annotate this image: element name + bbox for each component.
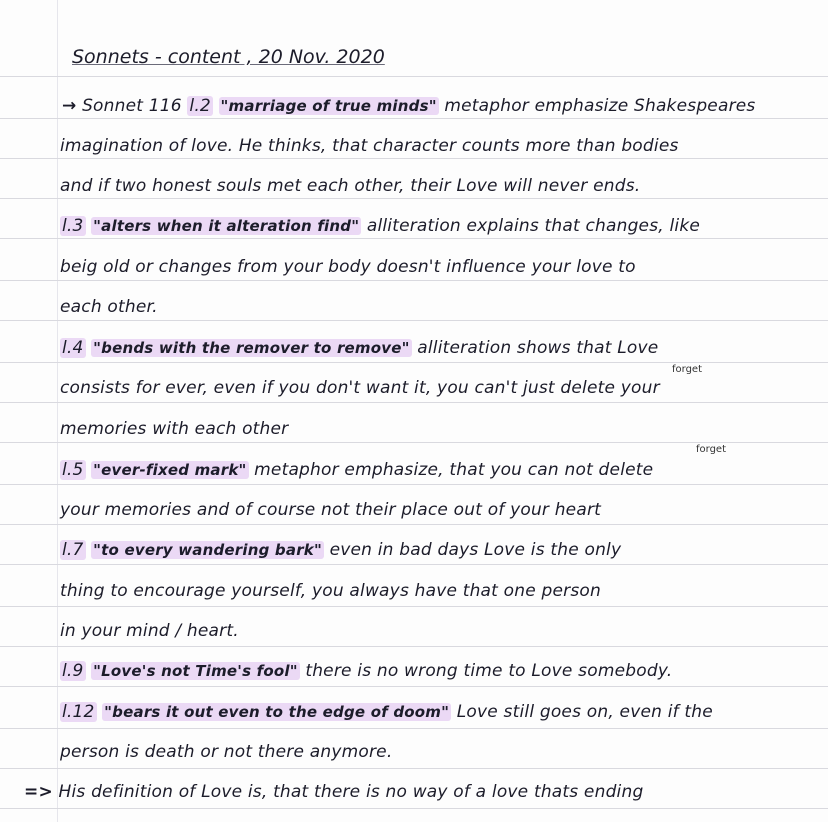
line-quote: "alters when it alteration find" xyxy=(93,217,360,235)
rule-line xyxy=(0,524,828,525)
line-text: metaphor emphasize Shakespeares xyxy=(444,96,756,116)
note-line xyxy=(62,95,818,117)
line-marker: l.12 xyxy=(62,702,95,722)
arrow-icon: => xyxy=(24,782,53,802)
rule-line xyxy=(0,728,828,729)
rule-line xyxy=(0,646,828,647)
line-text: alliteration explains that changes, like xyxy=(366,216,701,236)
line-quote: "to every wandering bark" xyxy=(93,541,322,559)
note-line: person is death or not there anymore. xyxy=(60,742,393,762)
line-prefix: Sonnet 116 xyxy=(82,96,182,116)
annotation: forget xyxy=(696,444,726,455)
note-line: thing to encourage yourself, you always have that one person xyxy=(60,581,601,601)
line-marker: l.9 xyxy=(62,661,84,681)
line-quote: "bends with the remover to remove" xyxy=(93,339,410,357)
rule-line xyxy=(0,768,828,769)
note-line xyxy=(60,701,818,723)
note-line xyxy=(60,215,818,237)
note-line: in your mind / heart. xyxy=(60,621,239,641)
annotation: forget xyxy=(672,364,702,375)
line-text: there is no wrong time to Love somebody. xyxy=(305,661,673,681)
line-marker: l.3 xyxy=(62,216,84,236)
line-text: metaphor emphasize, that you can not delete xyxy=(254,460,654,480)
line-quote: "ever-fixed mark" xyxy=(93,461,247,479)
rule-line xyxy=(0,280,828,281)
note-line: imagination of love. He thinks, that character counts more than bodies xyxy=(60,136,679,156)
margin-line xyxy=(57,0,58,822)
note-line: memories with each other xyxy=(60,419,289,439)
rule-line xyxy=(0,320,828,321)
note-line: beig old or changes from your body doesn't influence your love to xyxy=(60,257,636,277)
line-quote: "marriage of true minds" xyxy=(220,97,437,115)
note-line xyxy=(24,781,818,803)
note-line xyxy=(60,539,818,561)
note-line: consists for ever, even if you don't want it, you can't just delete your xyxy=(60,378,660,398)
line-marker: l.5 xyxy=(62,460,84,480)
rule-line xyxy=(0,238,828,239)
line-text: His definition of Love is, that there is no way of a love thats ending xyxy=(58,782,644,802)
line-text: Love still goes on, even if the xyxy=(456,702,713,722)
rule-line xyxy=(0,118,828,119)
note-line xyxy=(60,459,818,481)
note-line: each other. xyxy=(60,297,158,317)
arrow-icon: → xyxy=(62,96,77,116)
rule-line xyxy=(0,564,828,565)
line-text: even in bad days Love is the only xyxy=(329,540,622,560)
note-line xyxy=(60,660,818,682)
line-marker: l.7 xyxy=(62,540,84,560)
rule-line xyxy=(0,484,828,485)
note-line: your memories and of course not their place out of your heart xyxy=(60,500,602,520)
rule-line xyxy=(0,606,828,607)
note-line: and if two honest souls met each other, their Love will never ends. xyxy=(60,176,641,196)
rule-line xyxy=(0,76,828,77)
rule-line xyxy=(0,198,828,199)
line-quote: "bears it out even to the edge of doom" xyxy=(104,703,450,721)
rule-line xyxy=(0,402,828,403)
note-line xyxy=(60,337,818,359)
rule-line xyxy=(0,158,828,159)
rule-line xyxy=(0,686,828,687)
rule-line xyxy=(0,442,828,443)
page-title: Sonnets - content , 20 Nov. 2020 xyxy=(72,46,385,68)
line-quote: "Love's not Time's fool" xyxy=(93,662,298,680)
line-marker: l.2 xyxy=(189,96,211,116)
rule-line xyxy=(0,808,828,809)
rule-line xyxy=(0,362,828,363)
line-text: alliteration shows that Love xyxy=(417,338,659,358)
line-marker: l.4 xyxy=(62,338,84,358)
